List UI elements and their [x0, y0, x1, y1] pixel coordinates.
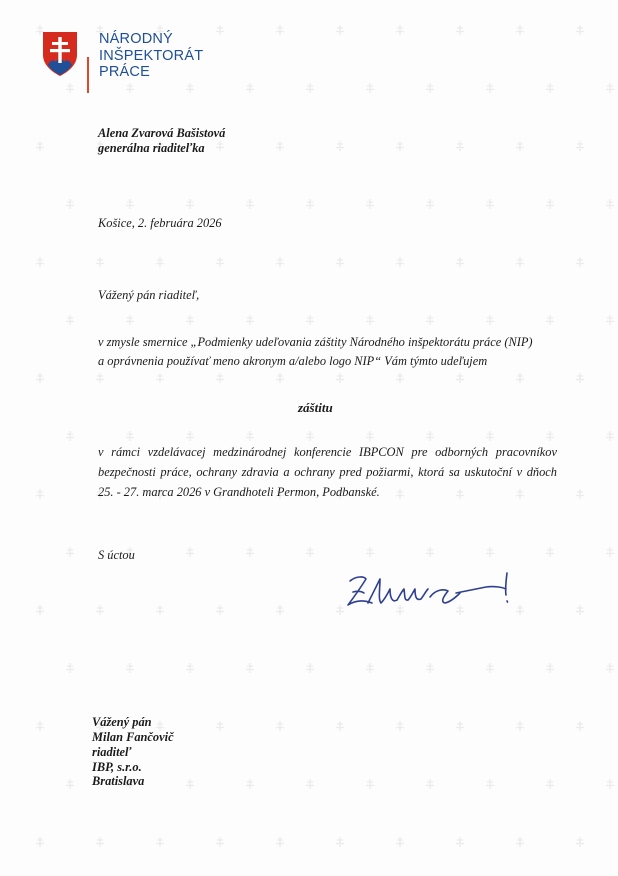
- logo-line-1: NÁRODNÝ: [99, 31, 173, 47]
- background-pattern-mark: [426, 779, 434, 789]
- background-pattern-mark: [216, 837, 224, 847]
- background-pattern-mark: [396, 489, 404, 499]
- background-pattern-mark: [186, 199, 194, 209]
- background-pattern-mark: [396, 373, 404, 383]
- background-pattern-mark: [366, 431, 374, 441]
- background-pattern-mark: [426, 315, 434, 325]
- background-pattern-mark: [276, 141, 284, 151]
- background-pattern-mark: [156, 257, 164, 267]
- background-pattern-mark: [576, 25, 584, 35]
- background-pattern-mark: [156, 837, 164, 847]
- recipient-line-1: Vážený pán: [92, 715, 152, 729]
- background-pattern-mark: [576, 257, 584, 267]
- background-pattern-mark: [426, 83, 434, 93]
- background-pattern-mark: [486, 547, 494, 557]
- background-pattern-mark: [306, 315, 314, 325]
- background-pattern-mark: [96, 257, 104, 267]
- background-pattern-mark: [66, 199, 74, 209]
- background-pattern-mark: [216, 257, 224, 267]
- background-pattern-mark: [516, 837, 524, 847]
- background-pattern-mark: [396, 141, 404, 151]
- background-pattern-mark: [36, 257, 44, 267]
- background-pattern-mark: [216, 141, 224, 151]
- background-pattern-mark: [156, 373, 164, 383]
- background-pattern-mark: [306, 199, 314, 209]
- background-pattern-mark: [426, 431, 434, 441]
- body-paragraph-1-line-2: a oprávnenia používať meno akronym a/alebo logo NIP“ Vám týmto udeľujem: [98, 354, 488, 368]
- background-pattern-mark: [186, 547, 194, 557]
- background-pattern-mark: [396, 25, 404, 35]
- background-pattern-mark: [366, 315, 374, 325]
- background-pattern-mark: [516, 489, 524, 499]
- background-pattern-mark: [606, 83, 614, 93]
- background-pattern-mark: [66, 779, 74, 789]
- background-pattern-mark: [96, 605, 104, 615]
- background-pattern-mark: [126, 663, 134, 673]
- background-pattern-mark: [486, 83, 494, 93]
- background-pattern-mark: [336, 373, 344, 383]
- background-pattern-mark: [396, 257, 404, 267]
- patronage-heading: záštitu: [298, 400, 333, 415]
- background-pattern-mark: [456, 721, 464, 731]
- background-pattern-mark: [186, 663, 194, 673]
- background-pattern-mark: [516, 25, 524, 35]
- recipient-line-4: IBP, s.r.o.: [92, 760, 142, 774]
- background-pattern-mark: [576, 489, 584, 499]
- background-pattern-mark: [36, 605, 44, 615]
- background-pattern-mark: [606, 431, 614, 441]
- sender-title: generálna riaditeľka: [98, 141, 205, 155]
- background-pattern-mark: [606, 547, 614, 557]
- background-pattern-mark: [186, 431, 194, 441]
- background-pattern-mark: [306, 779, 314, 789]
- background-pattern-mark: [516, 373, 524, 383]
- body-paragraph-2-line-3: 25. - 27. marca 2026 v Grandhoteli Permon, Podbanské.: [98, 485, 380, 499]
- closing: S úctou: [98, 548, 135, 562]
- background-pattern-mark: [96, 837, 104, 847]
- background-pattern-mark: [336, 257, 344, 267]
- body-paragraph-2-line-1: v rámci vzdelávacej medzinárodnej konferencie IBPCON pre odborných pracovníkov: [98, 445, 557, 459]
- logo-line-3: PRÁCE: [99, 64, 150, 80]
- background-pattern-mark: [336, 837, 344, 847]
- background-pattern-mark: [456, 373, 464, 383]
- background-pattern-mark: [606, 779, 614, 789]
- logo-accent-bar: [87, 57, 89, 93]
- background-pattern-mark: [396, 837, 404, 847]
- background-pattern-mark: [66, 431, 74, 441]
- slovak-coat-of-arms-icon: [42, 31, 78, 77]
- background-pattern-mark: [546, 199, 554, 209]
- background-pattern-mark: [516, 141, 524, 151]
- background-pattern-mark: [366, 547, 374, 557]
- recipient-line-5: Bratislava: [92, 774, 145, 788]
- background-pattern-mark: [246, 431, 254, 441]
- background-pattern-mark: [246, 199, 254, 209]
- background-pattern-mark: [576, 373, 584, 383]
- background-pattern-mark: [486, 199, 494, 209]
- body-paragraph-2-line-2: bezpečnosti práce, ochrany zdravia a ochrany pred požiarmi, ktorá sa uskutoční v dňoch: [98, 465, 557, 479]
- background-pattern-mark: [306, 83, 314, 93]
- background-pattern-mark: [366, 83, 374, 93]
- background-pattern-mark: [456, 141, 464, 151]
- background-pattern-mark: [216, 605, 224, 615]
- background-pattern-mark: [36, 837, 44, 847]
- background-pattern-mark: [456, 489, 464, 499]
- background-pattern-mark: [126, 431, 134, 441]
- background-pattern-mark: [426, 199, 434, 209]
- background-pattern-mark: [36, 141, 44, 151]
- handwritten-signature: [344, 567, 524, 617]
- background-pattern-mark: [606, 315, 614, 325]
- background-pattern-mark: [606, 663, 614, 673]
- background-pattern-mark: [546, 547, 554, 557]
- background-pattern-mark: [36, 721, 44, 731]
- background-pattern-mark: [156, 605, 164, 615]
- background-pattern-mark: [36, 489, 44, 499]
- body-paragraph-1-line-1: v zmysle smernice „Podmienky udeľovania záštity Národného inšpektorátu práce (NIP): [98, 335, 533, 349]
- background-pattern-mark: [276, 605, 284, 615]
- background-pattern-mark: [36, 373, 44, 383]
- background-pattern-mark: [306, 431, 314, 441]
- background-pattern-mark: [576, 721, 584, 731]
- background-pattern-mark: [546, 83, 554, 93]
- background-pattern-mark: [336, 605, 344, 615]
- background-pattern-mark: [126, 199, 134, 209]
- background-pattern-mark: [606, 199, 614, 209]
- background-pattern-mark: [246, 83, 254, 93]
- background-pattern-mark: [276, 373, 284, 383]
- background-pattern-mark: [486, 431, 494, 441]
- background-pattern-mark: [336, 141, 344, 151]
- background-pattern-mark: [456, 257, 464, 267]
- background-pattern-mark: [66, 315, 74, 325]
- background-pattern-mark: [336, 721, 344, 731]
- background-pattern-mark: [366, 779, 374, 789]
- background-pattern-mark: [456, 25, 464, 35]
- background-pattern-mark: [516, 257, 524, 267]
- background-pattern-mark: [306, 547, 314, 557]
- background-pattern-mark: [426, 663, 434, 673]
- background-pattern-mark: [366, 199, 374, 209]
- recipient-line-3: riaditeľ: [92, 745, 132, 759]
- background-pattern-mark: [276, 721, 284, 731]
- background-pattern-mark: [126, 315, 134, 325]
- background-pattern-mark: [96, 373, 104, 383]
- background-pattern-mark: [246, 663, 254, 673]
- background-pattern-mark: [186, 315, 194, 325]
- background-pattern-mark: [66, 663, 74, 673]
- background-pattern-mark: [486, 779, 494, 789]
- sender-name: Alena Zvarová Bašistová: [98, 126, 226, 140]
- background-pattern-mark: [426, 547, 434, 557]
- background-pattern-mark: [486, 663, 494, 673]
- background-pattern-mark: [306, 663, 314, 673]
- background-pattern-mark: [276, 257, 284, 267]
- background-pattern-mark: [216, 25, 224, 35]
- background-pattern-mark: [576, 141, 584, 151]
- background-pattern-mark: [246, 315, 254, 325]
- place-date: Košice, 2. februára 2026: [98, 216, 222, 230]
- background-pattern-mark: [276, 25, 284, 35]
- background-pattern-mark: [186, 779, 194, 789]
- recipient-line-2: Milan Fančovič: [92, 730, 174, 744]
- nip-logo: [42, 31, 202, 95]
- background-pattern-mark: [246, 779, 254, 789]
- background-pattern-mark: [336, 25, 344, 35]
- background-pattern-mark: [516, 721, 524, 731]
- logo-text: [99, 31, 203, 81]
- background-pattern-mark: [366, 663, 374, 673]
- background-pattern-mark: [546, 431, 554, 441]
- background-pattern-mark: [396, 721, 404, 731]
- background-pattern-mark: [456, 837, 464, 847]
- background-pattern-mark: [276, 837, 284, 847]
- background-pattern-mark: [216, 373, 224, 383]
- background-pattern-mark: [576, 837, 584, 847]
- background-pattern-mark: [546, 779, 554, 789]
- salutation: Vážený pán riaditeľ,: [98, 288, 200, 302]
- background-pattern-mark: [576, 605, 584, 615]
- background-pattern-mark: [546, 315, 554, 325]
- logo-line-2: INŠPEKTORÁT: [99, 47, 204, 64]
- background-pattern-mark: [216, 721, 224, 731]
- background-pattern-mark: [486, 315, 494, 325]
- background-pattern-mark: [66, 547, 74, 557]
- background-pattern-mark: [246, 547, 254, 557]
- background-pattern-mark: [546, 663, 554, 673]
